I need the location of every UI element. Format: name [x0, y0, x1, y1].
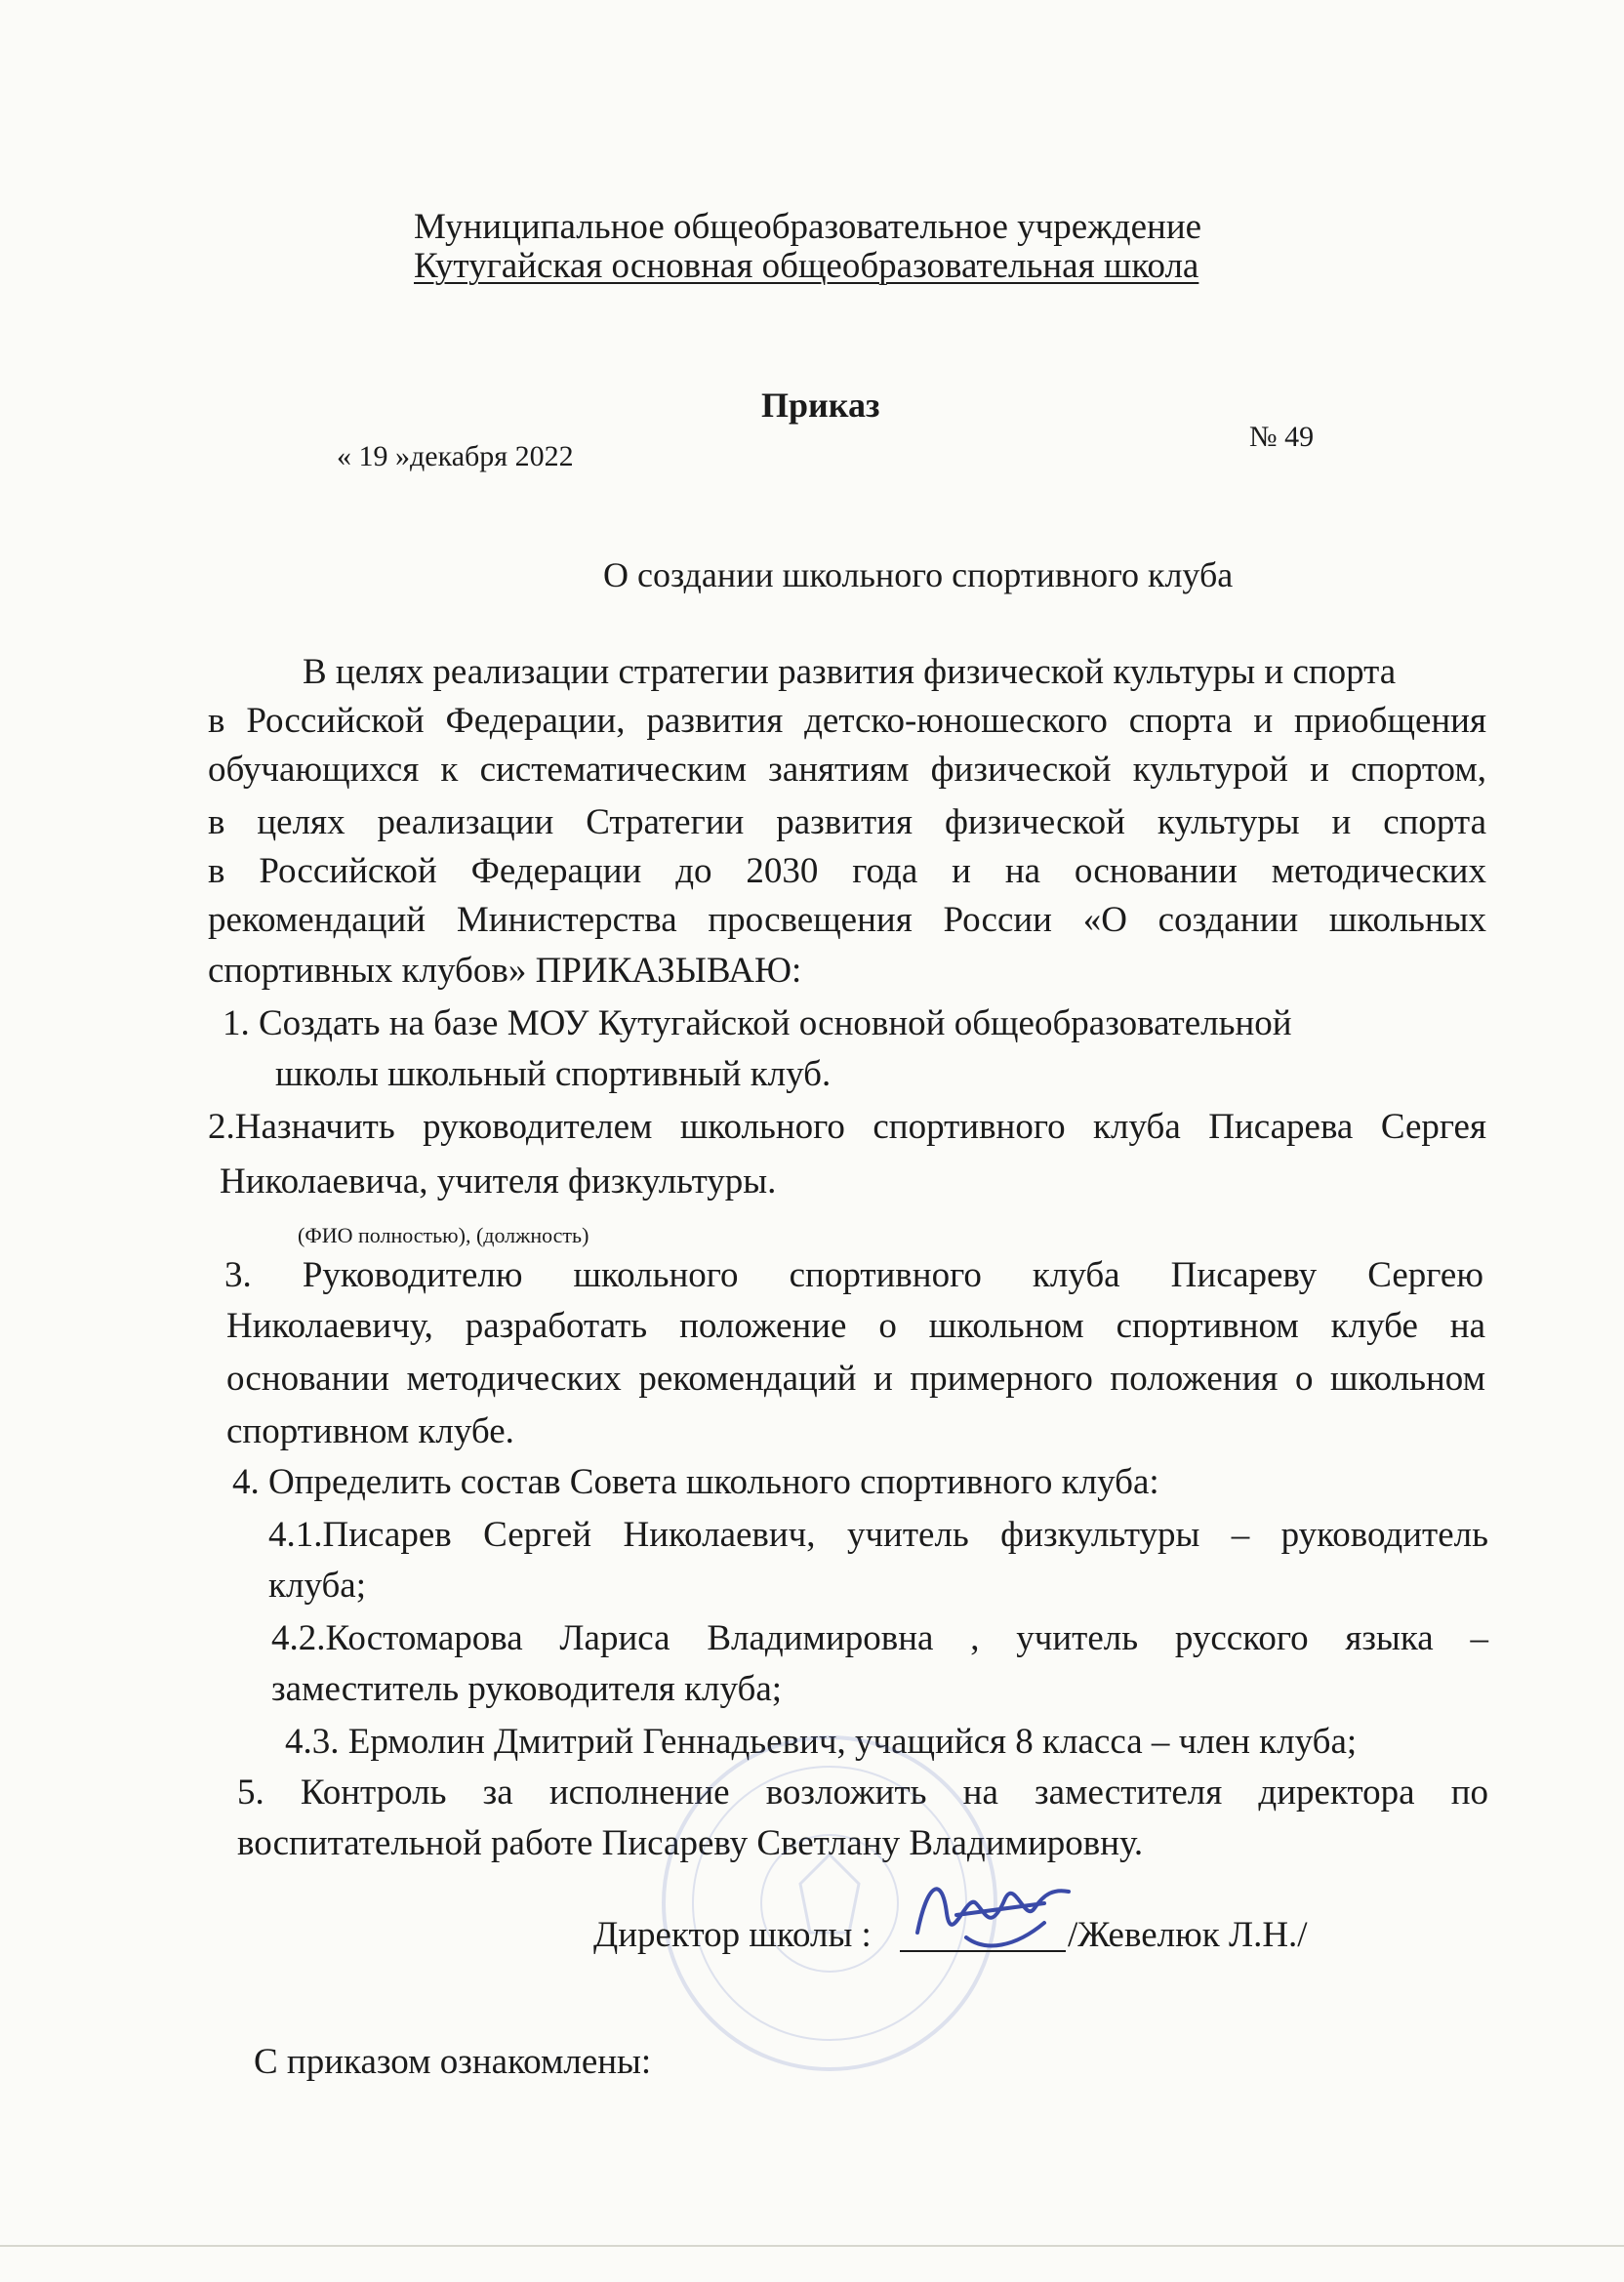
order-item-5-cont: воспитательной работе Писареву Светлану Владимировну.	[237, 1823, 1144, 1863]
order-item-3: 3. Руководителю школьного спортивного клуба Писареву Сергею	[224, 1255, 1483, 1295]
order-number: № 49	[1249, 421, 1315, 453]
order-title: Приказ	[761, 386, 880, 425]
order-item-4-1-cont: клуба;	[268, 1566, 366, 1606]
order-item-4-3: 4.3. Ермолин Дмитрий Геннадьевич, учащийся 8 класса – член клуба;	[285, 1722, 1358, 1762]
order-subject: О создании школьного спортивного клуба	[603, 555, 1234, 594]
preamble-line: в Российской Федерации, развития детско-юношеского спорта и приобщения	[208, 701, 1486, 741]
preamble-line: в целях реализации Стратегии развития физической культуры и спорта	[208, 802, 1486, 842]
order-item-3-cont: спортивном клубе.	[226, 1411, 514, 1451]
acknowledged-label: С приказом ознакомлены:	[254, 2042, 652, 2082]
order-item-3-cont: Николаевичу, разработать положение о школьном спортивном клубе на	[226, 1306, 1485, 1346]
order-item-2-cont: Николаевича, учителя физкультуры.	[220, 1161, 777, 1202]
preamble-line: спортивных клубов» ПРИКАЗЫВАЮ:	[208, 951, 802, 991]
preamble-line: рекомендаций Министерства просвещения России «О создании школьных	[208, 900, 1486, 940]
order-item-4-1: 4.1.Писарев Сергей Николаевич, учитель физкультуры – руководитель	[268, 1515, 1488, 1555]
order-item-1-cont: школы школьный спортивный клуб.	[275, 1054, 832, 1094]
org-name-line1: Муниципальное общеобразовательное учреждение	[414, 207, 1202, 247]
preamble-line: В целях реализации стратегии развития физической культуры и спорта	[303, 652, 1397, 692]
signature-label: Директор школы :	[593, 1915, 872, 1955]
order-item-1: 1. Создать на базе МОУ Кутугайской основной общеобразовательной	[223, 1003, 1292, 1043]
preamble-line: в Российской Федерации до 2030 года и на основании методических	[208, 851, 1486, 891]
order-item-5: 5. Контроль за исполнение возложить на заместителя директора по	[237, 1773, 1488, 1813]
order-item-3-cont: основании методических рекомендаций и примерного положения о школьном	[226, 1359, 1485, 1399]
order-item-2: 2.Назначить руководителем школьного спортивного клуба Писарева Сергея	[208, 1107, 1486, 1147]
order-date: « 19 »декабря 2022	[337, 440, 574, 472]
order-item-4-2: 4.2.Костомарова Лариса Владимировна , учитель русского языка –	[271, 1618, 1488, 1658]
order-item-2-note: (ФИО полностью), (должность)	[298, 1223, 589, 1247]
preamble-line: обучающихся к систематическим занятиям физической культурой и спортом,	[208, 750, 1486, 790]
handwritten-signature-image	[898, 1854, 1083, 1962]
page-edge-divider	[0, 2245, 1624, 2247]
director-name: /Жевелюк Л.Н./	[1068, 1915, 1308, 1955]
order-item-4: 4. Определить состав Совета школьного спортивного клуба:	[232, 1462, 1159, 1502]
order-item-4-2-cont: заместитель руководителя клуба;	[271, 1669, 783, 1709]
org-name-line2: Кутугайская основная общеобразовательная школа	[414, 246, 1199, 286]
